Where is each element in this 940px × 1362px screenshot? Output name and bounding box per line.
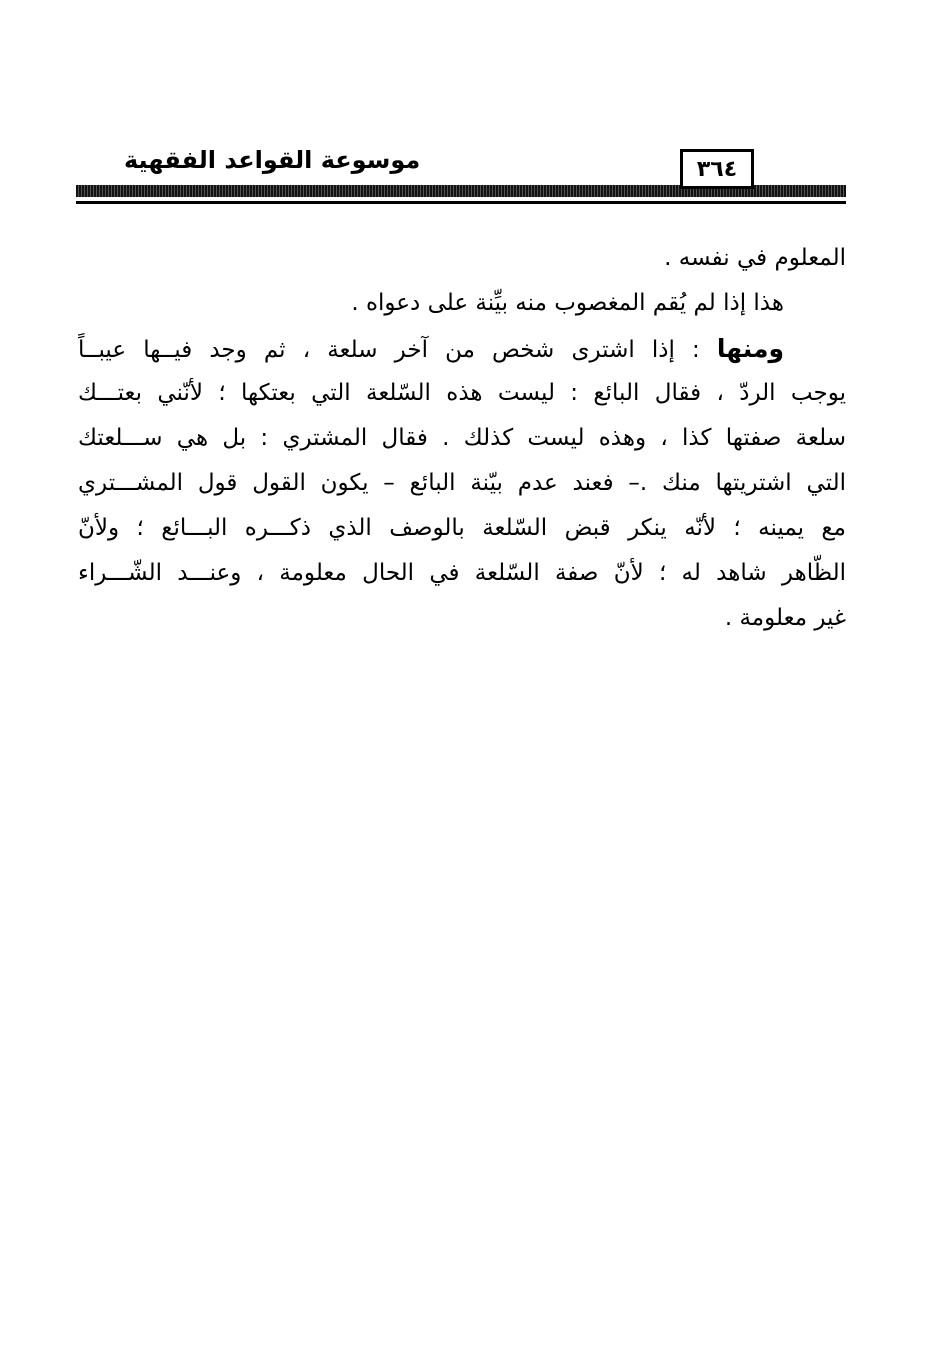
text-line-6: التي اشتريتها منك .– فعند عدم بيّنة البائع – يكون القول قول المشـــتري [78,470,846,496]
text-line-9: غير معلومة . [724,605,846,631]
text-line-3-rest: : إذا اشترى شخص من آخر سلعة ، ثم وجد فيــها عيبــاً [78,337,717,363]
text-line-7: مع يمينه ؛ لأنّه ينكر قبض السّلعة بالوصف الذي ذكـــره البـــائع ؛ ولأنّ [78,515,846,541]
book-title: موسوعة القواعد الفقهية [124,146,421,174]
text-line-5: سلعة صفتها كذا ، وهذه ليست كذلك . فقال المشتري : بل هي ســـلعتك [78,425,846,451]
text-line-4: يوجب الردّ ، فقال البائع : ليست هذه السّلعة التي بعتكها ؛ لأنّني بعتـــك [78,380,846,406]
page-header [76,138,846,210]
text-line-8: الظّاهر شاهد له ؛ لأنّ صفة السّلعة في الحال معلومة ، وعنـــد الشّـــراء [78,560,846,586]
text-line-3 [78,326,846,371]
header-rule-thin [76,201,846,204]
text-line-1: المعلوم في نفسه . [664,245,846,271]
page-number: ٣٦٤ [680,149,754,189]
body-text [78,236,846,641]
text-line-2: هذا إذا لم يُقم المغصوب منه بيِّنة على دعواه . [351,290,784,316]
section-lead-word: ومنها [716,334,784,363]
